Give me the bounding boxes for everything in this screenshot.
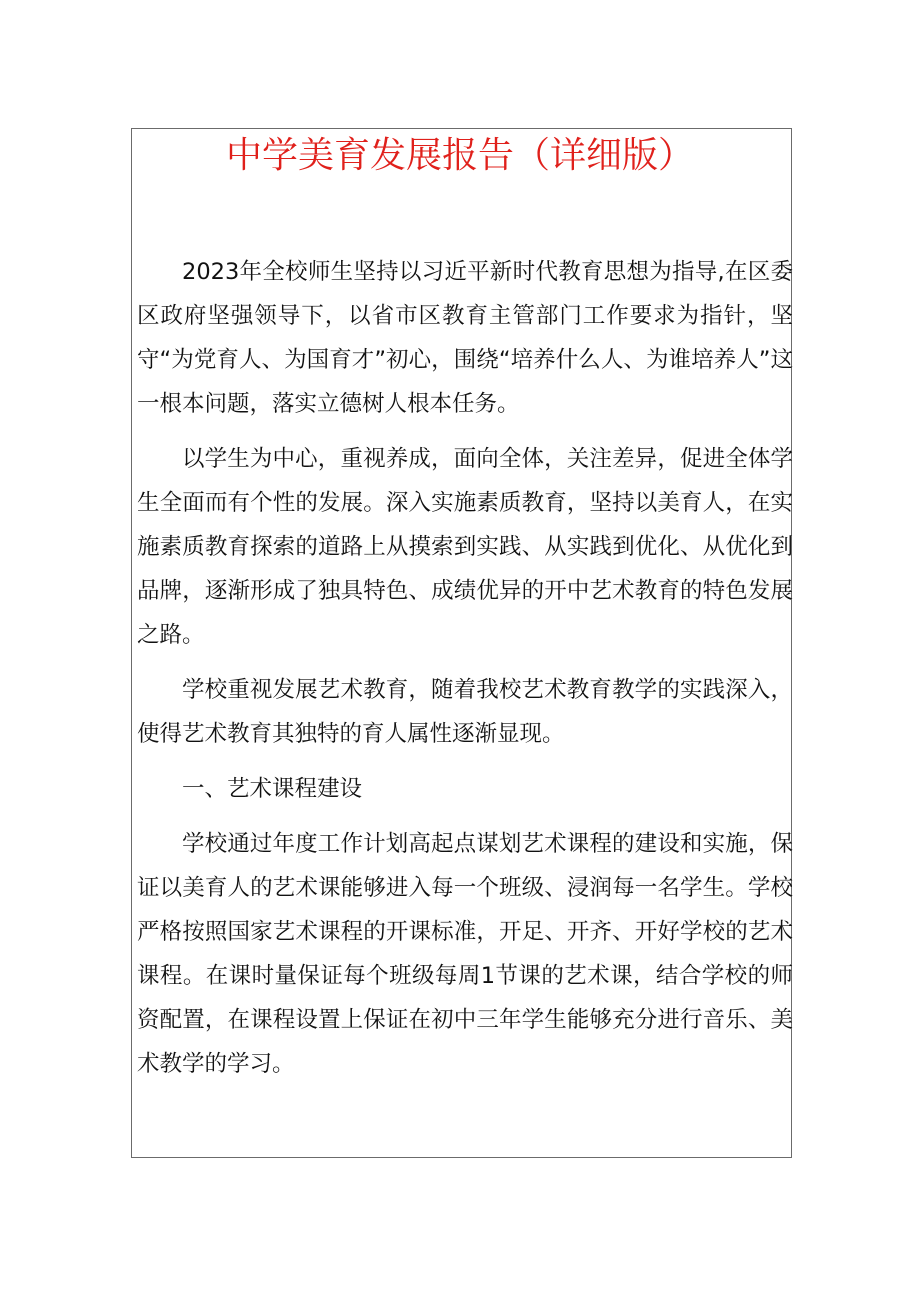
paragraph-student-centered: 以学生为中心，重视养成，面向全体，关注差异，促进全体学生全面而有个性的发展。深入实施素质教育，坚持以美育人，在实施素质教育探索的道路上从摸索到实践、从实践到优化、从优化到品牌，逐渐形成了独具特色、成绩优异的开中艺术教育的特色发展之路。 <box>137 446 793 648</box>
document-title: 中学美育发展报告（详细版） <box>225 135 694 176</box>
document-body <box>137 250 793 1097</box>
section-heading: 一、艺术课程建设 <box>182 776 363 802</box>
paragraph-art-courses: 学校通过年度工作计划高起点谋划艺术课程的建设和实施，保证以美育人的艺术课能够进入每一个班级、浸润每一名学生。学校严格按照国家艺术课程的开课标准，开足、开齐、开好学校的艺术课程。在课时量保证每个班级每周1节课的艺术课，结合学校的师资配置，在课程设置上保证在初中三年学生能够充分进行音乐、美术教学的学习。 <box>137 831 793 1077</box>
paragraph-art-education: 学校重视发展艺术教育，随着我校艺术教育教学的实践深入，使得艺术教育其独特的育人属性逐渐显现。 <box>137 677 793 747</box>
paragraph-intro: 2023年全校师生坚持以习近平新时代教育思想为指导,在区委区政府坚强领导下，以省市区教育主管部门工作要求为指针，坚守“为党育人、为国育才”初心，围绕“培养什么人、为谁培养人”这一根本问题，落实立德树人根本任务。 <box>137 259 793 417</box>
